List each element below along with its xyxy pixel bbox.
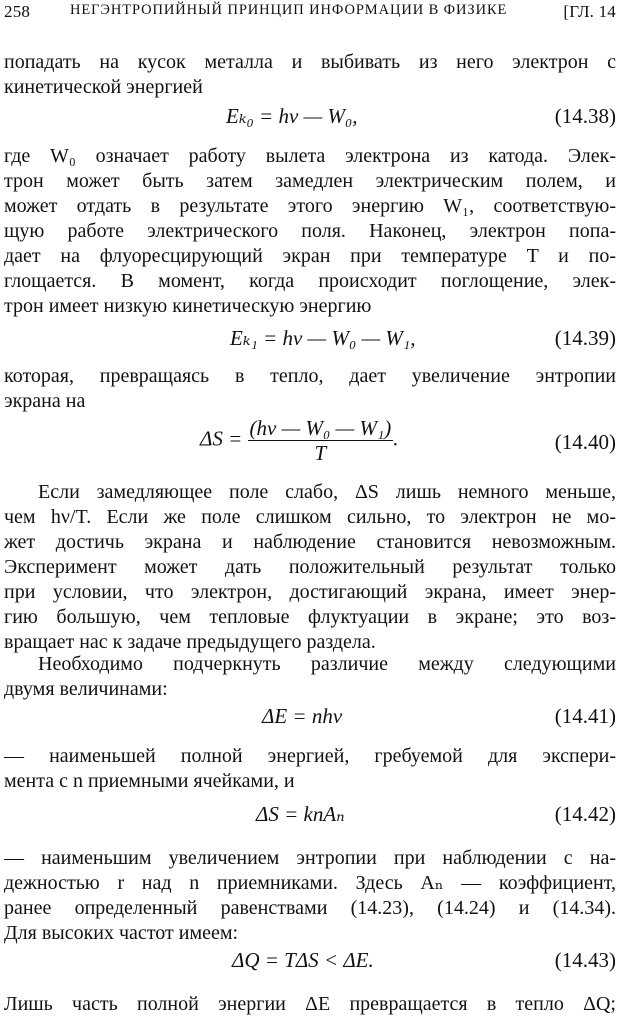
text-line: Для высоких частот имеем: bbox=[4, 922, 239, 944]
text-line: дает на флуоресцирующий экран при температуре T и по- bbox=[4, 245, 616, 267]
page-header bbox=[4, 2, 616, 28]
text-line: Если замедляющее поле слабо, ΔS лишь немного меньше, bbox=[38, 481, 616, 503]
page-number: 258 bbox=[4, 2, 31, 21]
equation-number: (14.39) bbox=[554, 326, 616, 350]
text-line: — наименьшим увеличением энтропии при наблюдении с на- bbox=[4, 847, 616, 869]
paragraph-7 bbox=[4, 846, 616, 946]
fraction bbox=[248, 416, 394, 465]
text-line: при условии, что электрон, достигающий экрана, имеет энер- bbox=[4, 581, 616, 603]
equation-number: (14.40) bbox=[554, 430, 616, 454]
text-line: жет достичь экрана и наблюдение становится невозможным. bbox=[4, 531, 616, 553]
equation-lhs: ΔS = bbox=[200, 426, 243, 451]
text-line: — наименьшей полной энергией, гребуемой для экспери- bbox=[4, 745, 616, 767]
paragraph-2 bbox=[4, 144, 616, 319]
text-line: кинетической энергией bbox=[4, 76, 203, 98]
equation-formula: ΔS = knAₙ bbox=[256, 802, 345, 826]
text-line: Лишь часть полной энергии ΔE превращается в тепло ΔQ; bbox=[4, 993, 616, 1015]
equation-14-43 bbox=[4, 944, 616, 980]
paragraph-5 bbox=[4, 652, 616, 702]
text-line: двумя величинами: bbox=[4, 678, 168, 700]
equation-14-38 bbox=[4, 100, 616, 136]
text-line: где W₀ означает работу вылета электрона из катода. Элек- bbox=[4, 145, 616, 167]
text-line: экрана на bbox=[4, 390, 86, 412]
text-line: чем hν/T. Если же поле слишком сильно, то электрон не мо- bbox=[4, 506, 616, 528]
text-line: Необходимо подчеркнуть различие между следующими bbox=[38, 653, 616, 675]
equation-tail: . bbox=[393, 426, 399, 451]
text-line: вращает нас к задаче предыдущего раздела. bbox=[4, 631, 376, 653]
paragraph-1 bbox=[4, 50, 616, 100]
equation-formula: Eₖ₀ = hν — W₀, bbox=[226, 104, 358, 128]
paragraph-3 bbox=[4, 364, 616, 414]
text-line: глощается. В момент, когда происходит поглощение, элек- bbox=[4, 270, 616, 292]
equation-number: (14.43) bbox=[554, 948, 616, 972]
equation-14-41 bbox=[4, 700, 616, 736]
text-line: мента с n приемными ячейками, и bbox=[4, 770, 295, 792]
text-line: может отдать в результате этого энергию W₁, соответствую- bbox=[4, 195, 616, 217]
text-line: Эксперимент может дать положительный результат только bbox=[4, 556, 616, 578]
equation-14-42 bbox=[4, 798, 616, 834]
text-line: которая, превращаясь в тепло, дает увеличение энтропии bbox=[4, 365, 616, 387]
equation-formula: ΔE = nhν bbox=[262, 704, 343, 728]
equation-formula: Eₖ₁ = hν — W₀ — W₁, bbox=[230, 326, 416, 350]
paragraph-6 bbox=[4, 744, 616, 794]
equation-14-39 bbox=[4, 322, 616, 358]
equation-formula: ΔQ = TΔS < ΔE. bbox=[232, 948, 374, 972]
equation-14-40 bbox=[4, 414, 616, 472]
equation-number: (14.42) bbox=[554, 802, 616, 826]
text-line: щую работе электрического поля. Наконец, электрон попа- bbox=[4, 220, 616, 242]
paragraph-8 bbox=[4, 992, 616, 1017]
equation-number: (14.38) bbox=[554, 104, 616, 128]
equation-fraction bbox=[200, 416, 399, 465]
fraction-numerator: (hν — W₀ — W₁) bbox=[249, 416, 392, 440]
text-line: трон имеет низкую кинетическую энергию bbox=[4, 295, 372, 317]
fraction-denominator: T bbox=[314, 441, 327, 465]
chapter-label: [ГЛ. 14 bbox=[563, 2, 616, 21]
text-line: дежностью r над n приемниками. Здесь Aₙ — коэффициент, bbox=[4, 872, 616, 894]
text-line: трон может быть затем замедлен электрическим полем, и bbox=[4, 170, 616, 192]
text-line: попадать на кусок металла и выбивать из него электрон с bbox=[4, 51, 616, 73]
paragraph-4 bbox=[4, 480, 616, 655]
text-line: гию большую, чем тепловые флуктуации в экране; это воз- bbox=[4, 606, 616, 628]
text-line: ранее определенный равенствами (14.23), (14.24) и (14.34). bbox=[4, 897, 616, 919]
equation-number: (14.41) bbox=[554, 704, 616, 728]
running-title: НЕГЭНТРОПИЙНЫЙ ПРИНЦИП ИНФОРМАЦИИ В ФИЗИКЕ bbox=[70, 2, 508, 18]
